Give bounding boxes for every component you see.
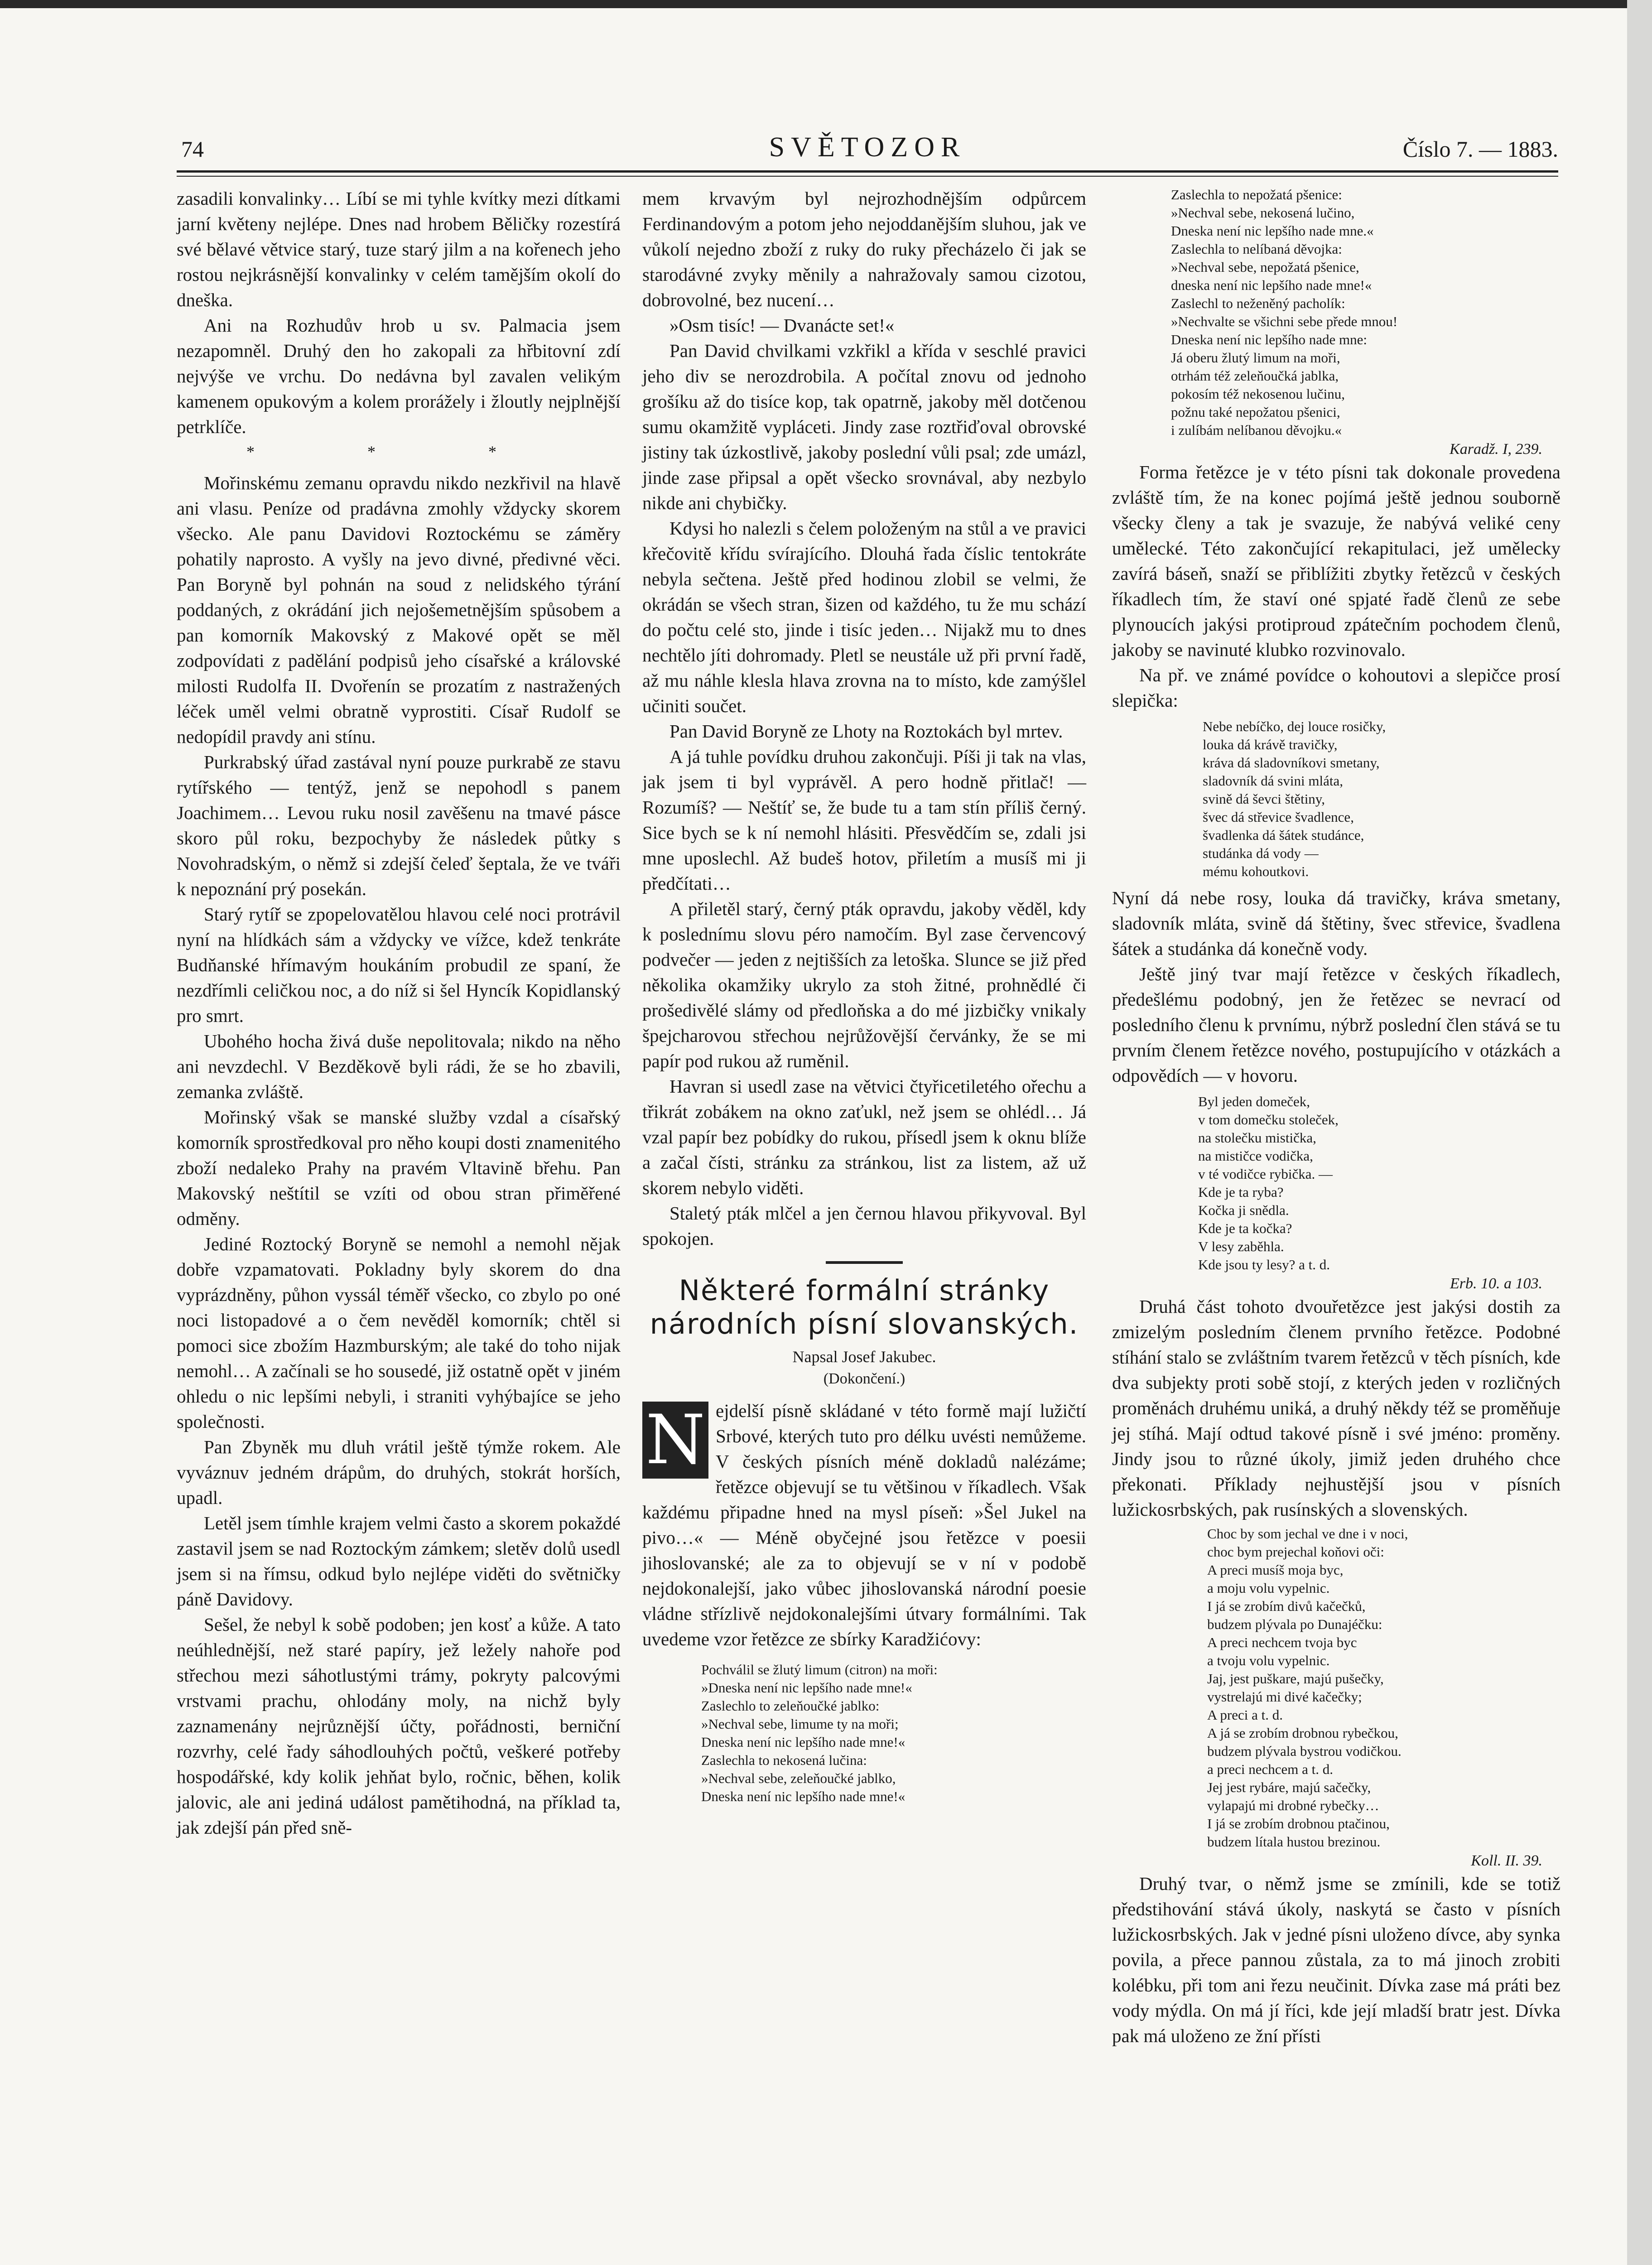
poem-line: a moju volu vypelnic.: [1207, 1580, 1330, 1596]
poem-line: švadlenka dá šátek studánce,: [1203, 827, 1364, 843]
poem-line: vylapajú mi drobné rybečky…: [1207, 1798, 1379, 1813]
poem-line: Zaslechla to nelíbaná děvojka:: [1171, 241, 1342, 257]
poem-line: v té vodičce rybička. —: [1198, 1166, 1333, 1182]
poem-line: »Dneska není nic lepšího nade mne!«: [701, 1680, 912, 1696]
poem-line: Byl jeden domeček,: [1198, 1094, 1310, 1109]
paragraph: Purkrabský úřad zastával nyní pouze purkrabě ze stavu rytířského — tentýž, jenž se nepohodl s panem Joachimem… Levou ruku nosil zavěšenu na tmavé pásce skoro půl roku, bezpochyby že následek půtky s Novohradským, o němž si zdejší čeleď šeptala, že ve tváři k nepoznání prý posekán.: [177, 752, 621, 899]
paragraph: Sešel, že nebyl k sobě podoben; jen kosť a kůže. A tato neúhlednější, než staré papíry, jež ležely nahoře pod střechou mezi sáhotlustými trámy, pokryty palcovými vrstvami prachu, ohlodány moly, na nichž byly zaznamenány nejrůznější účty, pořádnosti, berniční rozvrhy, celé řady sáhodlouhých počtů, veškeré potřeby hospodářské, kdy kolik jehňat bylo, ročnic, běhen, kolik jalovic, ale ani jediná událost pamětihodná, na příklad ta, jak zdejší pán před sně-: [177, 1614, 621, 1838]
header-rule: [177, 170, 1558, 173]
issue-number: Číslo 7. — 1883.: [1402, 136, 1558, 162]
poem-line: Kde je ta kočka?: [1198, 1220, 1292, 1236]
page-header: [177, 131, 1558, 168]
poem-line: Kde jsou ty lesy? a t. d.: [1198, 1257, 1330, 1272]
poem-kohoutek: [1112, 718, 1560, 881]
poem-line: svině dá ševci štětiny,: [1203, 791, 1325, 807]
paragraph: Kdysi ho nalezli s čelem položeným na stůl a ve pravici křečovitě křídu svírajícího. Dlouhá řada číslic tentokráte nebyla sečtena. Ještě před hodinou zlobil se velmi, že okrádán se všech stran, šizen od každého, tu že mu schází do počtu celé sto, jinde i tisíc jeden… Nijakž mu to dnes nechtělo jíti dohromady. Pletl se neustále už při první řadě, až mu náhle klesla hlava zrovna na to místo, kde zamýšlel učiniti součet.: [642, 518, 1086, 716]
paragraph: Letěl jsem tímhle krajem velmi často a skorem pokaždé zastavil jsem se nad Roztockým zámkem; sletěv dolů usedl jsem si na římsu, odkud bylo nejlépe viděti do světničky páně Davidovy.: [177, 1513, 621, 1610]
column-1: [177, 186, 621, 1840]
paragraph: A já tuhle povídku druhou zakončuji. Píši ji tak na vlas, jak jsem ti byl vyprávěl. A pero hodně přitlač! — Rozumíš? — Neštíť se, že bude tu a tam stín příliš černý. Sice bych se k ní nemohl hlásiti. Přesvědčím se, zdali jsi mne uposlechl. Až budeš hotov, přiletím a musíš mi ji předčítati…: [642, 746, 1086, 894]
source-citation: Karadž. I, 239.: [1450, 441, 1542, 458]
poem-line: kráva dá sladovníkovi smetany,: [1203, 755, 1380, 771]
source-citation: Koll. II. 39.: [1471, 1852, 1542, 1869]
paragraph: Forma řetězce je v této písni tak dokonale provedena zvláště tím, že na konec pojímá ještě jednou souborně všecky členy a tak je svazuje, že nabývá veliké ceny umělecké. Této zakončující rekapitulaci, jež umělecky zavírá báseň, snaží se přiblížiti zbytky řetězců v českých říkadlech tím, že staví oné spjaté řadě členů ze sebe plynoucích jakýsi protiproud zpátečním pochodem členů, jakoby se navinuté klubko rozvinovalo.: [1112, 462, 1560, 660]
poem-line: choc bym prejechal koňovi oči:: [1207, 1544, 1384, 1560]
poem-line: Zaslechlo to zeleňoučké jablko:: [701, 1698, 880, 1714]
poem-line: Choc by som jechal ve dne i v noci,: [1207, 1526, 1408, 1542]
poem-line: studánka dá vody —: [1203, 845, 1319, 861]
poem-line: sladovník dá svini mláta,: [1203, 773, 1343, 789]
section-stars: * * *: [246, 443, 551, 461]
paragraph: Ani na Rozhudův hrob u sv. Palmacia jsem nezapomněl. Druhý den ho zakopali za hřbitovní zdí nejvýše ve vrchu. Do nedávna byl zavalen velikým kamenem opukovým a kolem prorážely i žloutly nejplnější petrklíče.: [177, 315, 621, 437]
poem-line: a preci nechcem a t. d.: [1207, 1761, 1333, 1777]
source-citation: Erb. 10. a 103.: [1450, 1275, 1542, 1292]
poem-line: mému kohoutkovi.: [1203, 863, 1309, 879]
poem-line: a tvoju volu vypelnic.: [1207, 1653, 1330, 1668]
poem-line: A preci musíš moja byc,: [1207, 1562, 1344, 1578]
poem-line: »Nechval sebe, nekosená lučino,: [1171, 205, 1355, 221]
paragraph: zasadili konvalinky… Líbí se mi tyhle kvítky mezi dítkami jarní květeny nejlépe. Dnes nad hrobem Běličky rozestírá své bělavé větvice starý, tuze starý jilm a na kořenech jeho rostou nejkrásnější konvalinky v celém tamějším okolí do dneška.: [177, 188, 621, 310]
paragraph: Ještě jiný tvar mají řetězce v českých říkadlech, předešlému podobný, jen že řetězec se nevrací od posledního členu k prvnímu, nýbrž poslední člen stává se tu prvním členem řetězce nového, postupujícího v otázkách a odpovědích — v hovoru.: [1112, 964, 1560, 1086]
paragraph: mem krvavým byl nejrozhodnějším odpůrcem Ferdinandovým a potom jeho nejoddanějším sluhou, jak ve vůkolí nejedno zboží z ruky do ruky přecházelo či jak se starodávné zvyky měnily a nahražovaly samou cizotou, dobrovolné, bez nucení…: [642, 188, 1086, 310]
poem-karadzic-start: [642, 1661, 1086, 1806]
poem-line: Já oberu žlutý limum na moři,: [1171, 350, 1340, 366]
drop-cap-initial: N: [642, 1402, 708, 1479]
paragraph: »Osm tisíc! — Dvanácte set!«: [669, 315, 895, 336]
poem-line: na stolečku mistička,: [1198, 1130, 1316, 1146]
page-edge-right: [1627, 0, 1652, 2265]
poem-line: Dneska není nic lepšího nade mne!«: [701, 1788, 905, 1804]
article-continued-note: (Dokončení.): [823, 1370, 905, 1387]
poem-line: A já se zrobím drobnou rybečkou,: [1207, 1725, 1398, 1741]
paragraph: Mořinský však se manské služby vzdal a císařský komorník sprostředkoval pro něho koupi dosti znamenitého zboží nedaleko Prahy na pravém Vltavině břehu. Pan Makovský neštítil se vzíti od obou stran přiměřené odměny.: [177, 1107, 621, 1229]
poem-line: »Nechvalte se všichni sebe přede mnou!: [1171, 313, 1398, 329]
poem-line: otrhám též zeleňoučká jablka,: [1171, 368, 1339, 384]
poem-line: Jej jest rybáre, majú sačečky,: [1207, 1779, 1371, 1795]
paragraph: Mořinskému zemanu opravdu nikdo nezkřivil na hlavě ani vlasu. Peníze od pradávna zmohly vždycky skorem všecko. Ale panu Davidovi Roztockému se záměry pohatily naprosto. A vyšly na jevo divné, předivné věci. Pan Boryně byl pohnán na soud z nelidského týrání poddaných, z okrádání jich nejošemetnějším spůsobem a pan komorník Makovský z Makové opět se měl zodpovídati z padělání podpisů jeho císařské a královské milosti Rudolfa II. Dvořenín se prozatím z nastražených léček uměl velmi obratně vyprostiti. Císař Rudolf se nedopídil pravdy ani stínu.: [177, 472, 621, 747]
poem-line: I já se zrobím drobnou ptačinou,: [1207, 1816, 1390, 1831]
paragraph: Ubohého hocha živá duše nepolitovala; nikdo na něho ani nevzdechl. V Bezděkově byli rádi, že se ho zbavili, zemanka zvláště.: [177, 1031, 621, 1102]
poem-line: I já se zrobím divů kačečků,: [1207, 1598, 1366, 1614]
poem-line: dneska není nic lepšího nade mne!«: [1171, 277, 1372, 293]
poem-line: Dneska není nic lepšího nade mne!«: [701, 1734, 905, 1750]
poem-line: pokosím též nekosenou lučinu,: [1171, 386, 1345, 402]
poem-line: v tom domečku stoleček,: [1198, 1112, 1339, 1128]
paragraph: Starý rytíř se zpopelovatělou hlavou celé noci protrávil nyní na hlídkách sám a vždycky ve vížce, kdež tenkráte Budňanské hřímavým houkáním probudil ze spaní, že nezdřímli celičkou noc, a do níž si šel Hyncík Kopidlanský pro smrt.: [177, 904, 621, 1026]
paragraph: Pan Zbyněk mu dluh vrátil ještě týmže rokem. Ale vyváznuv jedném drápům, do druhých, stokrát horších, upadl.: [177, 1436, 621, 1508]
poem-line: »Nechval sebe, nepožatá pšenice,: [1171, 259, 1359, 275]
paragraph: Nyní dá nebe rosy, louka dá travičky, kráva smetany, sladovník mláta, svině dá štětiny, švec střevice, švadlena šátek a studánka dá konečně vody.: [1112, 887, 1560, 959]
poem-domecek: [1112, 1093, 1560, 1274]
column-3: [1112, 186, 1560, 2048]
poem-line: Zaslechl to neženěný pacholík:: [1171, 295, 1345, 311]
paragraph: Pan David Boryně ze Lhoty na Roztokách byl mrtev.: [669, 721, 1063, 742]
poem-line: »Nechval sebe, zeleňoučké jablko,: [701, 1770, 896, 1786]
paragraph: Pan David chvilkami vzkřikl a křída v seschlé pravici jeho div se nerozdrobila. A počítal znovu od jednoho grošíku až do tisíce kop, tak opatrně, jakoby měl dotčenou sumu okamžitě vypláceti. Jindy zase roztřiďoval obrovské jistiny tak úzkostlivě, jakoby poslední vůli psal; zde umázl, jinde zase připsal a opět všecko srovnával, aby nezbylo nikde ani chybičky.: [642, 340, 1086, 513]
poem-slovak: [1112, 1525, 1560, 1851]
poem-line: budzem plývala bystrou vodičkou.: [1207, 1743, 1402, 1759]
poem-line: Pochválil se žlutý limum (citron) na moři:: [701, 1662, 938, 1677]
poem-line: »Nechval sebe, limume ty na moři;: [701, 1716, 899, 1732]
poem-line: V lesy zaběhla.: [1198, 1239, 1284, 1254]
poem-line: požnu také nepožatou pšenici,: [1171, 404, 1340, 420]
column-2: [642, 186, 1086, 1806]
article-paragraph: ejdelší písně skládané v této formě mají lužičtí Srbové, kterých tuto pro délku uvésti nemůžeme. V českých písních méně dokladů nalézáme; řetězce objevují se tu většinou v říkadlech. Však každému připadne hned na mysl píseň: »Šel Jukel na pivo…« — Méně obyčejné jsou řetězce v poesii jihoslovanské; ale za to objevují se v ní v podobě nejdokonalejší, jako vůbec jihoslovanská národní poesie vládne střízlivě nejdokonalejšími útvary formálními. Tak uvedeme vzor řetězce ze sbírky Karadžićovy:: [642, 1400, 1086, 1649]
poem-line: Dneska není nic lepšího nade mne.«: [1171, 223, 1374, 239]
paragraph: Na př. ve známé povídce o kohoutovi a slepičce prosí slepička:: [1112, 665, 1560, 711]
page-number: 74: [181, 136, 204, 162]
poem-line: Zaslechla to nepožatá pšenice:: [1171, 187, 1342, 202]
poem-line: A preci nechcem tvoja byc: [1207, 1634, 1357, 1650]
poem-karadzic-end: [1112, 186, 1560, 439]
poem-line: louka dá krávě travičky,: [1203, 737, 1338, 752]
journal-title: SVĚTOZOR: [769, 132, 966, 163]
page-edge-top: [0, 0, 1652, 8]
poem-line: Kde je ta ryba?: [1198, 1184, 1284, 1200]
paragraph: Druhý tvar, o němž jsme se zmínili, kde se totiž předstihování stává úkoly, naskytá se často v písních lužickosrbských. Jak v jedné písni uloženo dívce, aby synka povila, a přece pannou zůstala, za to má jinoch zrobiti kolébku, při tom ani řezu neučinit. Dívka zase má práti bez vody mýdla. On má jí říci, kde její mladší bratr jest. Dívka pak má uloženo ze žní přísti: [1112, 1873, 1560, 2046]
poem-line: švec dá střevice švadlence,: [1203, 809, 1354, 825]
paragraph: Staletý pták mlčel a jen černou hlavou přikyvoval. Byl spokojen.: [642, 1203, 1086, 1249]
header-rule-thin: [177, 176, 1558, 177]
paragraph: Druhá část tohoto dvouřetězce jest jakýsi dostih za zmizelým posledním členem prvního řetězce. Podobné stíhání stalo se zvláštním tvarem řetězců v těch písních, kde dva subjekty proti sobě stojí, z kterých jeden v rozličných proměnách druhému uniká, a druhý někdy též se proměňuje jej stíhá. Mají odtud takové písně i své jméno: proměny. Jindy jsou to různé úkoly, jimiž jeden druhého chce překonati. Příklady nejhustější jsou v písních lužickosrbských, pak rusínských a slovenských.: [1112, 1296, 1560, 1520]
poem-line: Zaslechla to nekosená lučina:: [701, 1752, 867, 1768]
poem-line: budzem lítala hustou brezinou.: [1207, 1834, 1381, 1850]
poem-line: vystrelajú mi divé kačečky;: [1207, 1689, 1362, 1705]
section-divider: [826, 1261, 903, 1264]
paragraph: A přiletěl starý, černý pták opravdu, jakoby věděl, kdy k poslednímu slovu péro namočím. Byl zase červencový podvečer — jeden z nejtišších za letoška. Slunce se již před několika okamžiky ukrylo za stoh žitné, prohnědlé či prošedivělé slámy od předloňska a do mé jizbičky vnikaly špejcharovou střechou nejrůžovější červánky, že se mi papír pod rukou až ruměnil.: [642, 898, 1086, 1071]
poem-line: i zulíbám nelíbanou děvojku.«: [1171, 422, 1342, 438]
poem-line: A preci a t. d.: [1207, 1707, 1283, 1723]
poem-line: Kočka ji snědla.: [1198, 1202, 1289, 1218]
poem-line: Dneska není nic lepšího nade mne:: [1171, 332, 1368, 347]
poem-line: Nebe nebíčko, dej louce rosičky,: [1203, 718, 1386, 734]
paragraph: Havran si usedl zase na větvici čtyřicetiletého ořechu a třikrát zobákem na okno zaťukl, než jsem se ohlédl… Já vzal papír bez pobídky do rukou, přísedl jsem k oknu blíže a začal čísti, stránku za stránkou, list za listem, až už skorem nebylo viděti.: [642, 1076, 1086, 1198]
article-byline: Napsal Josef Jakubec.: [792, 1348, 936, 1366]
paragraph: Jediné Roztocký Boryně se nemohl a nemohl nějak dobře vzpamatovati. Pokladny byly skorem do dna vyprázdněny, půhon vyssál téměř všecko, co zbylo po oné noci listopadové a o čem nevěděl komorník; chtěl si pomoci sice zbožím Hazmburským; ale také do toho nijak nemohl… A začínali se ho sousedé, již ostatně opět v jiném ohledu o nic lepšími nebyli, i straniti vyhýbajíce se jeho společnosti.: [177, 1234, 621, 1432]
article-title: Některé formální stránky národních písní slovanských.: [650, 1274, 1079, 1340]
poem-line: budzem plývala po Dunajéčku:: [1207, 1616, 1382, 1632]
poem-line: na mističce vodička,: [1198, 1148, 1313, 1164]
poem-line: Jaj, jest puškare, majú pušečky,: [1207, 1671, 1384, 1687]
